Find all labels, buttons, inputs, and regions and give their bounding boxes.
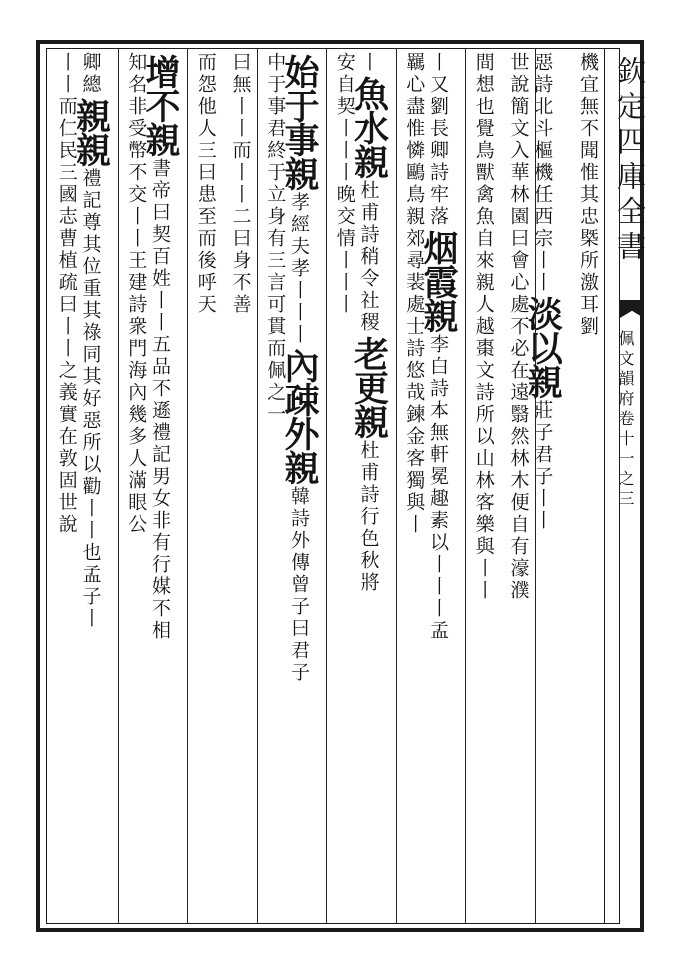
text-column bbox=[571, 52, 602, 338]
entry-text: 中于事君終于立身 bbox=[264, 52, 287, 228]
text-column bbox=[522, 52, 568, 532]
text-column bbox=[189, 52, 220, 316]
entry-heading: 增不親 bbox=[140, 54, 181, 156]
column-rule bbox=[535, 48, 536, 924]
entry-heading: 淡以親 bbox=[522, 296, 564, 398]
text-column bbox=[120, 52, 151, 536]
text-column bbox=[502, 52, 533, 602]
book-title: 欽定四庫全書 bbox=[613, 56, 647, 266]
entry-text: 丨丨而仁民三國志曹植疏曰丨丨之義實在敦固世說 bbox=[55, 52, 78, 536]
text-column bbox=[50, 52, 81, 536]
entry-heading: 老更親 bbox=[348, 336, 390, 438]
column-rule bbox=[118, 48, 119, 924]
entry-text: 丨 bbox=[357, 52, 380, 74]
text-column bbox=[279, 52, 324, 684]
entry-heading: 親親 bbox=[70, 98, 112, 166]
entry-text: 郊尋裴處士詩悠哉鍊金客獨與丨 bbox=[403, 228, 426, 536]
entry-text: 安自契丨丨丨 bbox=[333, 52, 356, 184]
entry-text: 卿總 bbox=[79, 52, 102, 96]
entry-text: 有三言可貫而佩之一 bbox=[264, 228, 287, 426]
text-column bbox=[418, 52, 463, 642]
entry-text: 杜甫詩行色秋將 bbox=[357, 440, 380, 594]
margin-divider bbox=[604, 48, 605, 924]
entry-text: 晚交情丨丨丨 bbox=[333, 184, 356, 316]
entry-heading: 內疎外親 bbox=[279, 348, 320, 484]
entry-text: 莊子君子丨丨 bbox=[531, 400, 554, 532]
entry-text: 而怨他人三曰患至而後呼天 bbox=[194, 52, 217, 316]
column-rule bbox=[465, 48, 466, 924]
entry-text: 曰無丨丨而丨丨二曰身不善 bbox=[229, 52, 252, 316]
column-rule bbox=[326, 48, 327, 924]
page-edge bbox=[650, 34, 684, 934]
text-column bbox=[348, 52, 394, 594]
section-label: 佩文韻府卷十一之三 bbox=[616, 330, 635, 510]
entry-text: 杜甫詩稍令社稷 bbox=[357, 180, 380, 334]
entry-text: 知名非受幣不交丨丨王建詩衆門海內幾多人滿眼公 bbox=[125, 52, 148, 536]
entry-text: 李白詩本無軒冕趣素以丨丨丨孟 bbox=[427, 334, 449, 642]
entry-heading: 魚水親 bbox=[348, 76, 390, 178]
entry-text: 禮記尊其位重其祿同其好惡所以勸丨丨也孟子丨 bbox=[79, 168, 102, 630]
column-rule bbox=[396, 48, 397, 924]
entry-heading: 烟霞親 bbox=[418, 230, 459, 332]
entry-text: 羈心盡惟憐鷗鳥親 bbox=[403, 52, 426, 228]
text-column bbox=[224, 52, 255, 316]
entry-text: 機宜無不聞惟其忠槩所激耳劉 bbox=[577, 52, 599, 338]
text-column bbox=[398, 52, 429, 536]
entry-text: 韓詩外傳曾子曰君子 bbox=[288, 486, 310, 684]
text-column bbox=[70, 52, 116, 630]
entry-text: 世說簡文入華林園曰會心處不必在遠翳然林木便自有濠濮 bbox=[507, 52, 530, 602]
entry-text: 丨又劉長卿詩牢落 bbox=[427, 52, 449, 228]
entry-text: 孝經夫孝丨丨丨 bbox=[288, 192, 310, 346]
entry-text: 間想也覺鳥獸禽魚自來親人越棗文詩所以山林客樂與丨丨 bbox=[472, 52, 495, 602]
text-column bbox=[259, 52, 290, 426]
column-rule bbox=[257, 48, 258, 924]
text-column bbox=[328, 52, 359, 316]
text-column bbox=[140, 52, 185, 642]
column-rule bbox=[187, 48, 188, 924]
entry-text: 書帝曰契百姓丨丨五品不遜禮記男女非有行媒不相 bbox=[149, 158, 171, 642]
text-column bbox=[467, 52, 498, 602]
entry-heading: 始于事親 bbox=[279, 54, 320, 190]
entry-text: 惡詩北斗樞機任西宗丨丨 bbox=[531, 52, 554, 294]
